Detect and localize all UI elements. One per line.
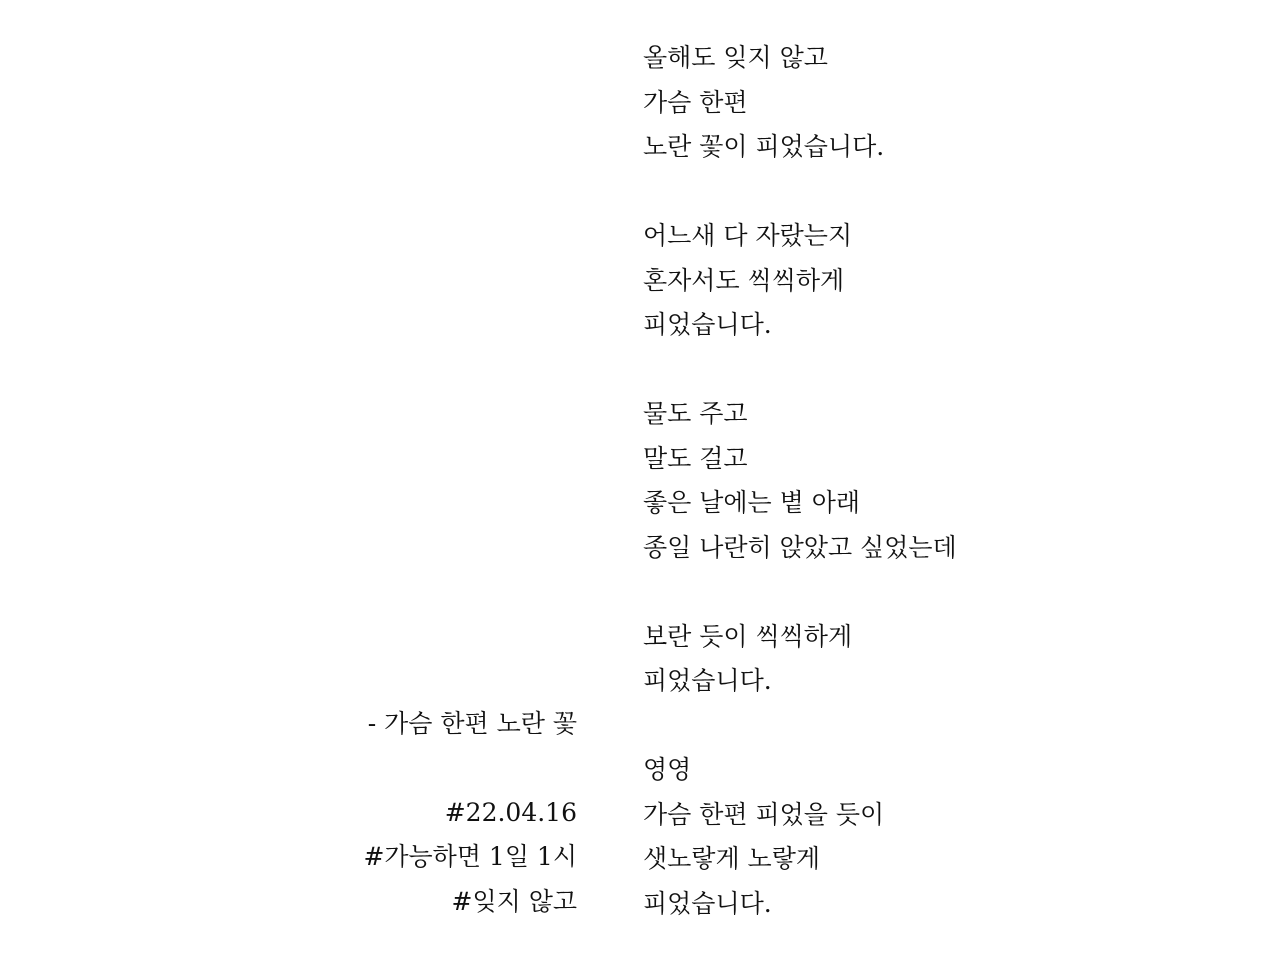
stanza-1 [643,36,957,170]
poem-line: 올해도 잊지 않고 [643,43,828,72]
poem-title: - 가슴 한편 노란 꽃 [367,709,577,738]
stanza-5 [643,748,957,926]
poem-line: 어느새 다 자랐는지 [643,221,853,250]
poem-line: 노란 꽃이 피었습니다. [643,132,885,161]
poem-line: 가슴 한편 피었을 듯이 [643,799,885,829]
stanza-3 [643,392,957,570]
poem-line: 보란 듯이 씩씩하게 [643,621,853,651]
stanza-2 [643,214,957,348]
series-tag: #가능하면 1일 1시 [363,842,577,871]
poem-line: 종일 나란히 앉았고 싶었는데 [643,532,957,562]
stanza-break [643,348,957,393]
poem-line: 혼자서도 씩씩하게 [643,265,845,295]
poem-line: 피었습니다. [643,310,772,339]
poem-line: 말도 걸고 [643,443,748,473]
topic-tag: #잊지 않고 [451,887,577,916]
poem-line: 좋은 날에는 볕 아래 [643,488,861,517]
stanza-4 [643,615,957,704]
poem-line: 피었습니다. [643,666,772,695]
poem-line: 영영 [643,755,692,784]
stanza-break [643,704,957,749]
poem-line: 샛노랗게 노랗게 [643,844,820,873]
date-tag: #22.04.16 [444,798,577,827]
poem-body [643,36,957,926]
poem-line: 물도 주고 [643,399,748,428]
poem-line: 가슴 한편 [643,87,748,117]
stanza-break [643,170,957,215]
stanza-break [643,570,957,615]
poem-line: 피었습니다. [643,888,772,918]
